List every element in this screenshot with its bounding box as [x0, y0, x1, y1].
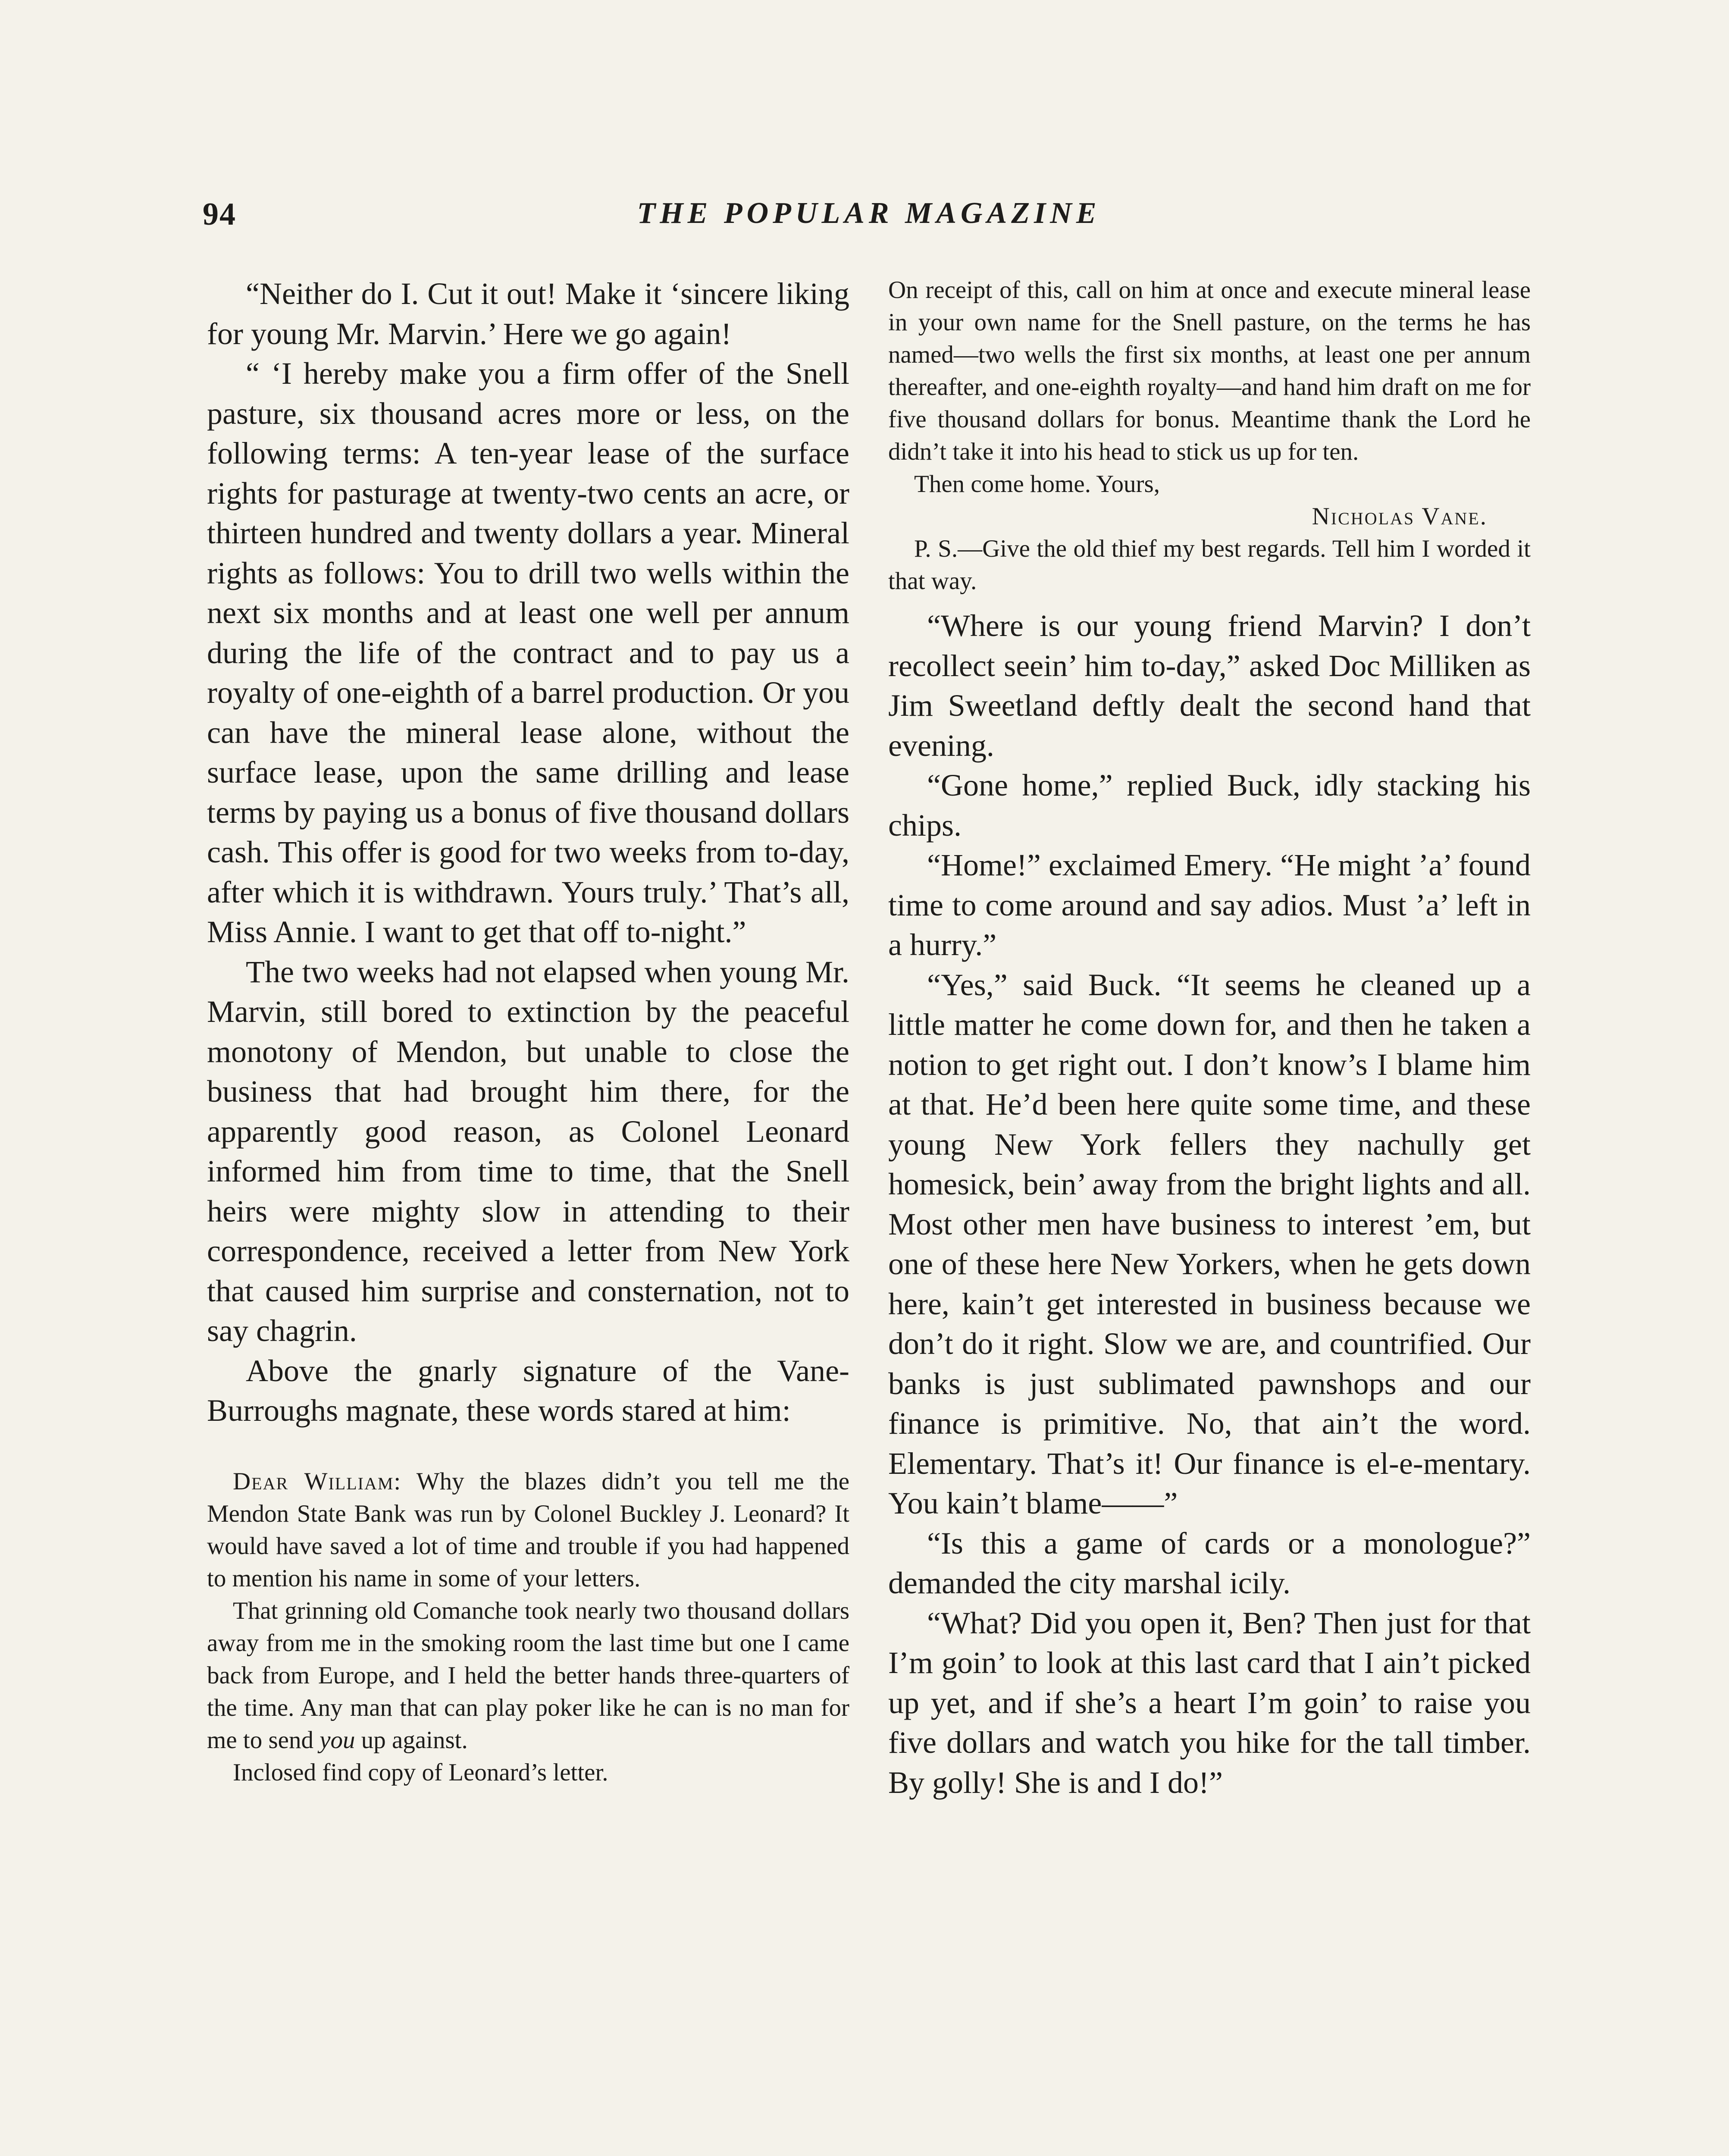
letter-block: [207, 1465, 849, 1789]
right-column: [888, 274, 1531, 1802]
letter-emphasis: you: [319, 1726, 355, 1754]
body-paragraph: “Yes,” said Buck. “It seems he cleaned up a little matter he come down for, and then he taken a notion to get right out. I don’t know’s I blame him at that. He’d been here quite some time, and these young New York fellers they nachully get homesick, bein’ away from the bright lights and all. Most other men have business to interest ’em, but one of these here New Yorkers, when he gets down here, kain’t get interested in business because we don’t do it right. Slow we are, and countrified. Our banks is just sublimated pawnshops and our finance is primitive. No, that ain’t the word. Elementary. That’s it! Our finance is el-e-mentary. You kain’t blame——”: [888, 967, 1531, 1520]
letter-paragraph: [207, 1595, 849, 1756]
body-paragraph: “Neither do I. Cut it out! Make it ‘sincere liking for young Mr. Marvin.’ Here we go again!: [207, 276, 849, 351]
running-head: THE POPULAR MAGAZINE: [637, 197, 1101, 230]
letter-text: up against.: [355, 1726, 468, 1754]
body-paragraph: Above the gnarly signature of the Vane-Burroughs magnate, these words stared at him:: [207, 1353, 849, 1428]
letter-paragraph: Inclosed find copy of Leonard’s letter.: [233, 1758, 608, 1786]
body-paragraph: “Gone home,” replied Buck, idly stacking his chips.: [888, 768, 1531, 843]
letter-continuation: [888, 274, 1531, 597]
letter-signature: Nicholas Vane.: [1312, 503, 1488, 530]
body-paragraph: The two weeks had not elapsed when young Mr. Marvin, still bored to extinction by the peaceful monotony of Mendon, but unable to close the business that had brought him there, for the apparently good reason, as Colonel Leonard informed him from time to time, that the Snell heirs were mighty slow in attending to their correspondence, received a letter from New York that caused him surprise and consternation, not to say chagrin.: [207, 954, 849, 1348]
letter-postscript: P. S.—Give the old thief my best regards. Tell him I worded it that way.: [888, 535, 1531, 595]
letter-text: That grinning old Comanche took nearly two thousand dollars away from me in the smoking room the last time but one I came back from Europe, and I held the better hands three-quarters of the time. Any man that can play poker like he can is no man for me to send: [207, 1597, 849, 1754]
letter-text: Why the blazes didn’t you tell me the Mendon State Bank was run by Colonel Buckley J. Leonard? It would have saved a lot of time and trouble if you had happened to mention his name in some of your letters.: [207, 1467, 849, 1592]
body-paragraph: “Home!” exclaimed Emery. “He might ’a’ found time to come around and say adios. Must ’a’ left in a hurry.”: [888, 848, 1531, 962]
body-paragraph: “Where is our young friend Marvin? I don’t recollect seein’ him to-day,” asked Doc Milliken as Jim Sweetland deftly dealt the second hand that evening.: [888, 608, 1531, 763]
left-column: [207, 274, 849, 1789]
body-paragraph: “Is this a game of cards or a monologue?” demanded the city marshal icily.: [888, 1526, 1531, 1600]
page-number: 94: [203, 197, 236, 232]
body-paragraph: “ ‘I hereby make you a firm offer of the Snell pasture, six thousand acres more or less, on the following terms: A ten-year lease of the surface rights for pasturage at twenty-two cents an acre, or thirteen hundred and twenty dollars a year. Mineral rights as follows: You to drill two wells within the next six months and at least one well per annum during the life of the contract and to pay us a royalty of one-eighth of a barrel production. Or you can have the mineral lease alone, without the surface lease, upon the same drilling and lease terms by paying us a bonus of five thousand dollars cash. This offer is good for two weeks from to-day, after which it is withdrawn. Yours truly.’ That’s all, Miss Annie. I want to get that off to-night.”: [207, 356, 849, 949]
page-header: [203, 196, 1535, 257]
letter-close: Then come home. Yours,: [914, 470, 1160, 498]
letter-paragraph: On receipt of this, call on him at once and execute mineral lease in your own name for the Snell pasture, on the terms he has named—two wells the first six months, at least one per annum thereafter, and one-eighth royalty—and hand him draft on me for five thousand dollars for bonus. Meantime thank the Lord he didn’t take it into his head to stick us up for ten.: [888, 276, 1531, 465]
letter-paragraph: [207, 1465, 849, 1595]
letter-salutation: Dear William:: [233, 1467, 402, 1495]
body-paragraph: “What? Did you open it, Ben? Then just for that I’m goin’ to look at this last card that I ain’t picked up yet, and if she’s a heart I’m goin’ to raise you five dollars and watch you hike for the tall timber. By golly! She is and I do!”: [888, 1605, 1531, 1800]
